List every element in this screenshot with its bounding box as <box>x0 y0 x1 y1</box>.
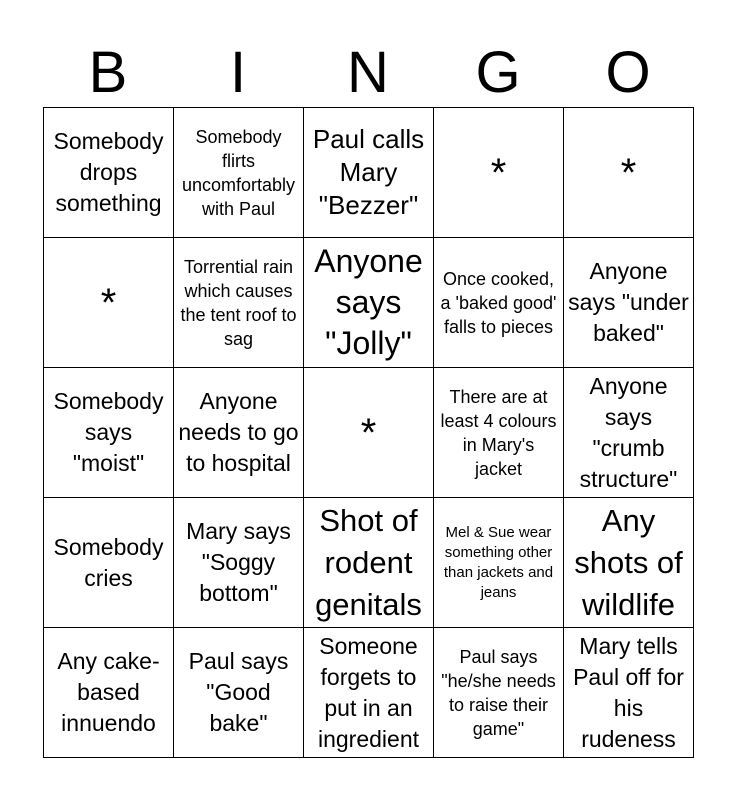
bingo-cell[interactable] <box>434 368 564 498</box>
bingo-cell[interactable] <box>44 628 174 758</box>
bingo-cell[interactable] <box>44 368 174 498</box>
bingo-header <box>43 38 693 108</box>
bingo-cell[interactable] <box>304 498 434 628</box>
header-letter-i: I <box>229 40 247 105</box>
bingo-cell[interactable] <box>434 628 564 758</box>
cell-text: Somebody flirts uncomfortably with Paul <box>181 126 296 219</box>
bingo-cell[interactable] <box>44 238 174 368</box>
cell-text: * <box>100 280 117 325</box>
cell-text: Paul says "he/she needs to raise their game" <box>441 646 556 739</box>
bingo-cell[interactable] <box>564 628 694 758</box>
cell-text: * <box>360 410 377 455</box>
bingo-cell[interactable] <box>174 108 304 238</box>
bingo-cell[interactable] <box>174 498 304 628</box>
header-letter-g: G <box>475 40 521 105</box>
cell-text: Anyone needs to go to hospital <box>178 388 299 476</box>
bingo-cell[interactable] <box>44 108 174 238</box>
bingo-cell[interactable] <box>434 238 564 368</box>
bingo-cell[interactable] <box>564 368 694 498</box>
bingo-cell[interactable] <box>434 108 564 238</box>
cell-text: Any cake-based innuendo <box>57 648 160 736</box>
bingo-cell[interactable] <box>434 498 564 628</box>
cell-text: Somebody says "moist" <box>53 388 164 476</box>
cell-text: * <box>620 150 637 195</box>
bingo-cell[interactable] <box>174 628 304 758</box>
cell-text: Somebody drops something <box>53 128 164 216</box>
bingo-cell[interactable] <box>44 498 174 628</box>
bingo-cell[interactable] <box>174 368 304 498</box>
cell-text: Somebody cries <box>53 533 164 591</box>
cell-text: Anyone says "under baked" <box>568 258 689 346</box>
cell-text: Torrential rain which causes the tent roof to sag <box>180 256 297 349</box>
cell-text: * <box>490 150 507 195</box>
bingo-cell[interactable] <box>304 238 434 368</box>
bingo-card <box>43 107 694 758</box>
cell-text: Once cooked, a 'baked good' falls to pieces <box>440 268 557 337</box>
bingo-cell[interactable] <box>564 238 694 368</box>
cell-text: Anyone says "Jolly" <box>314 243 423 361</box>
cell-text: Paul says "Good bake" <box>188 648 289 736</box>
cell-text: Mel & Sue wear something other than jackets and jeans <box>443 523 554 601</box>
bingo-cell[interactable] <box>564 498 694 628</box>
header-letter-b: B <box>88 40 128 105</box>
bingo-cell[interactable] <box>304 628 434 758</box>
cell-text: Mary tells Paul off for his rudeness <box>573 632 684 752</box>
cell-text: Mary says "Soggy bottom" <box>186 518 291 606</box>
cell-text: Shot of rodent genitals <box>315 502 422 622</box>
bingo-cell[interactable] <box>304 368 434 498</box>
bingo-cell[interactable] <box>564 108 694 238</box>
header-letter-n: N <box>347 40 389 105</box>
cell-text: Any shots of wildlife <box>574 502 683 622</box>
cell-text: Anyone says "crumb structure" <box>579 372 678 492</box>
bingo-cell[interactable] <box>174 238 304 368</box>
cell-text: Paul calls Mary "Bezzer" <box>312 124 425 220</box>
cell-text: Someone forgets to put in an ingredient <box>317 632 420 752</box>
header-letter-o: O <box>605 40 651 105</box>
bingo-cell[interactable] <box>304 108 434 238</box>
cell-text: There are at least 4 colours in Mary's jacket <box>440 386 557 479</box>
